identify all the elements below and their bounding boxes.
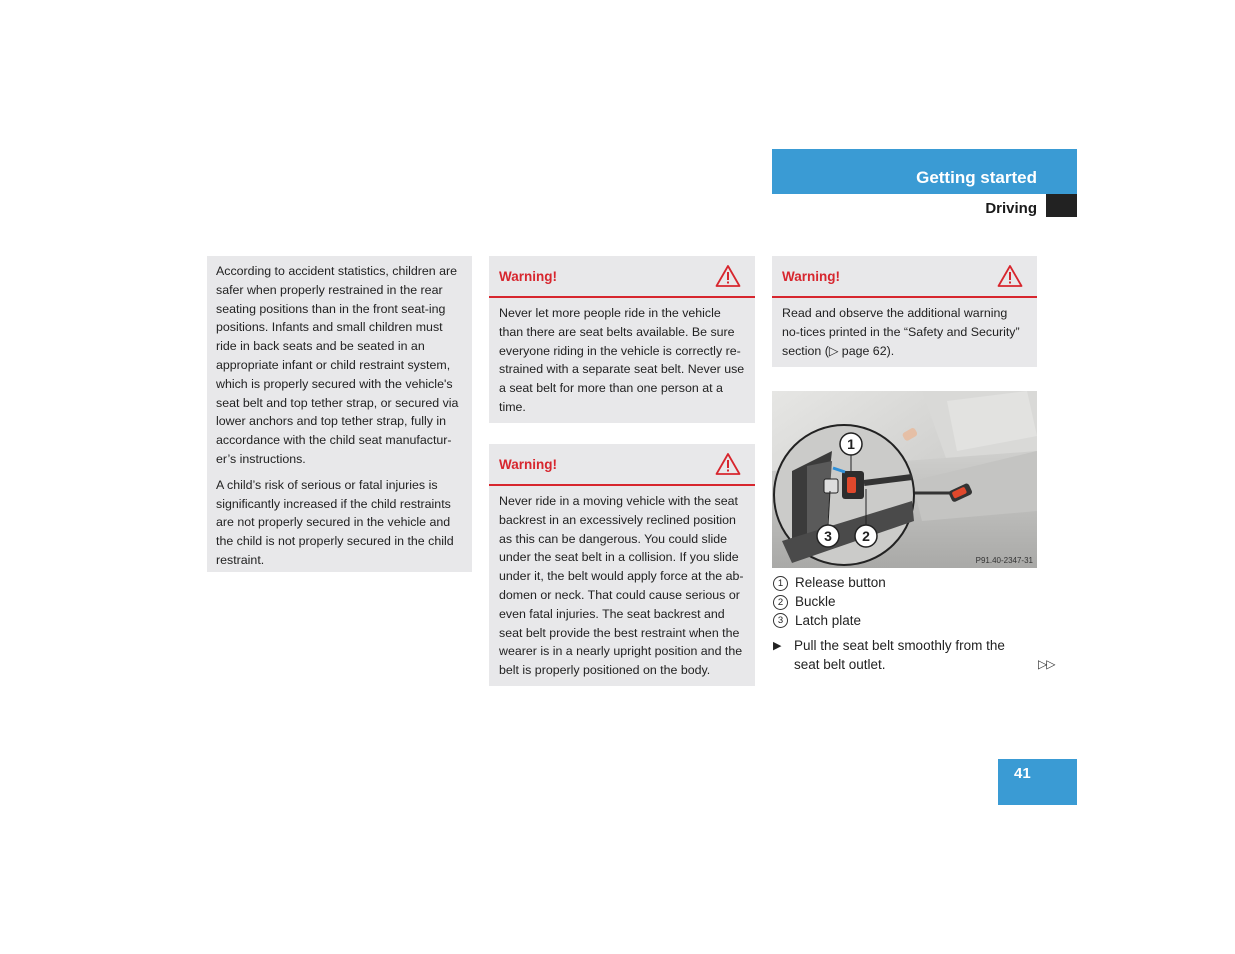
subsection-title: Driving: [985, 200, 1037, 217]
legend-item: [773, 593, 886, 612]
info-paragraph: A child’s risk of serious or fatal injuries is significantly increased if the child restraints are not properly secured in the vehicle and the child is not properly secured in the child restraint.: [216, 477, 454, 567]
callout-number: 1: [847, 436, 855, 452]
warning-triangle-icon: [997, 264, 1023, 288]
figure-legend: [773, 574, 886, 630]
seat-belt-illustration: [772, 391, 1037, 568]
section-header: [772, 149, 1077, 194]
warning-text: Read and observe the additional warning no-tices printed in the “Safety and Security” section (▷ page 62).: [782, 306, 1020, 358]
legend-item: [773, 574, 886, 593]
warning-title: Warning!: [782, 269, 840, 284]
warning-text: Never let more people ride in the vehicle than there are seat belts available. Be sure everyone riding in the vehicle is correctly re-strained with a separate seat belt. Never use a seat belt for more than one person at a time.: [499, 306, 745, 414]
warning-header: [489, 444, 755, 486]
warning-title: Warning!: [499, 269, 557, 284]
legend-label: Latch plate: [795, 612, 862, 628]
callout-number: 3: [824, 528, 832, 544]
warning-text: Never ride in a moving vehicle with the seat backrest in an excessively reclined position as this can be dangerous. You could slide under the seat belt in a collision. If you slide under it, the belt would apply force at the ab-domen or neck. That could cause serious or even fatal injuries. The seat backrest and seat belt provide the best restraint when the wearer is in a nearly upright position and the belt is properly positioned on the body.: [499, 494, 744, 678]
seat-belt-figure: [772, 391, 1037, 568]
instruction-step: [773, 637, 1033, 675]
warning-box: [489, 256, 755, 423]
figure-code: P91.40-2347-31: [975, 556, 1033, 565]
child-safety-info-box: [207, 256, 472, 572]
bullet-arrow-icon: ▶: [773, 640, 782, 652]
legend-label: Release button: [795, 575, 886, 590]
legend-number: 2: [773, 595, 788, 610]
instruction-text: Pull the seat belt smoothly from the seat belt outlet.: [794, 638, 1005, 672]
warning-box: [772, 256, 1037, 367]
info-paragraph: According to accident statistics, children are safer when properly restrained in the rear seating positions than in the front seat-ing positions. Infants and small children must ride in back seats and be seated in an appropriate infant or child restraint system, which is properly secured with the vehicle's seat belt and top tether strap, or secured via lower anchors and top tether strap, fully in accordance with the child seat manufactur-er’s instructions.: [216, 264, 459, 466]
section-title: Getting started: [916, 168, 1037, 187]
page-number: 41: [1014, 765, 1031, 782]
warning-triangle-icon: [715, 452, 741, 476]
warning-triangle-icon: [715, 264, 741, 288]
warning-title: Warning!: [499, 457, 557, 472]
legend-number: 1: [773, 576, 788, 591]
section-marker: [1046, 194, 1077, 217]
continued-arrows-icon: ▷▷: [1038, 657, 1055, 671]
page-number-tab: [998, 759, 1077, 805]
warning-box: [489, 444, 755, 686]
legend-label: Buckle: [795, 593, 836, 609]
legend-item: [773, 612, 886, 631]
warning-header: [772, 256, 1037, 298]
subsection-header: [772, 194, 1077, 217]
warning-header: [489, 256, 755, 298]
callout-number: 2: [862, 528, 870, 544]
legend-number: 3: [773, 613, 788, 628]
